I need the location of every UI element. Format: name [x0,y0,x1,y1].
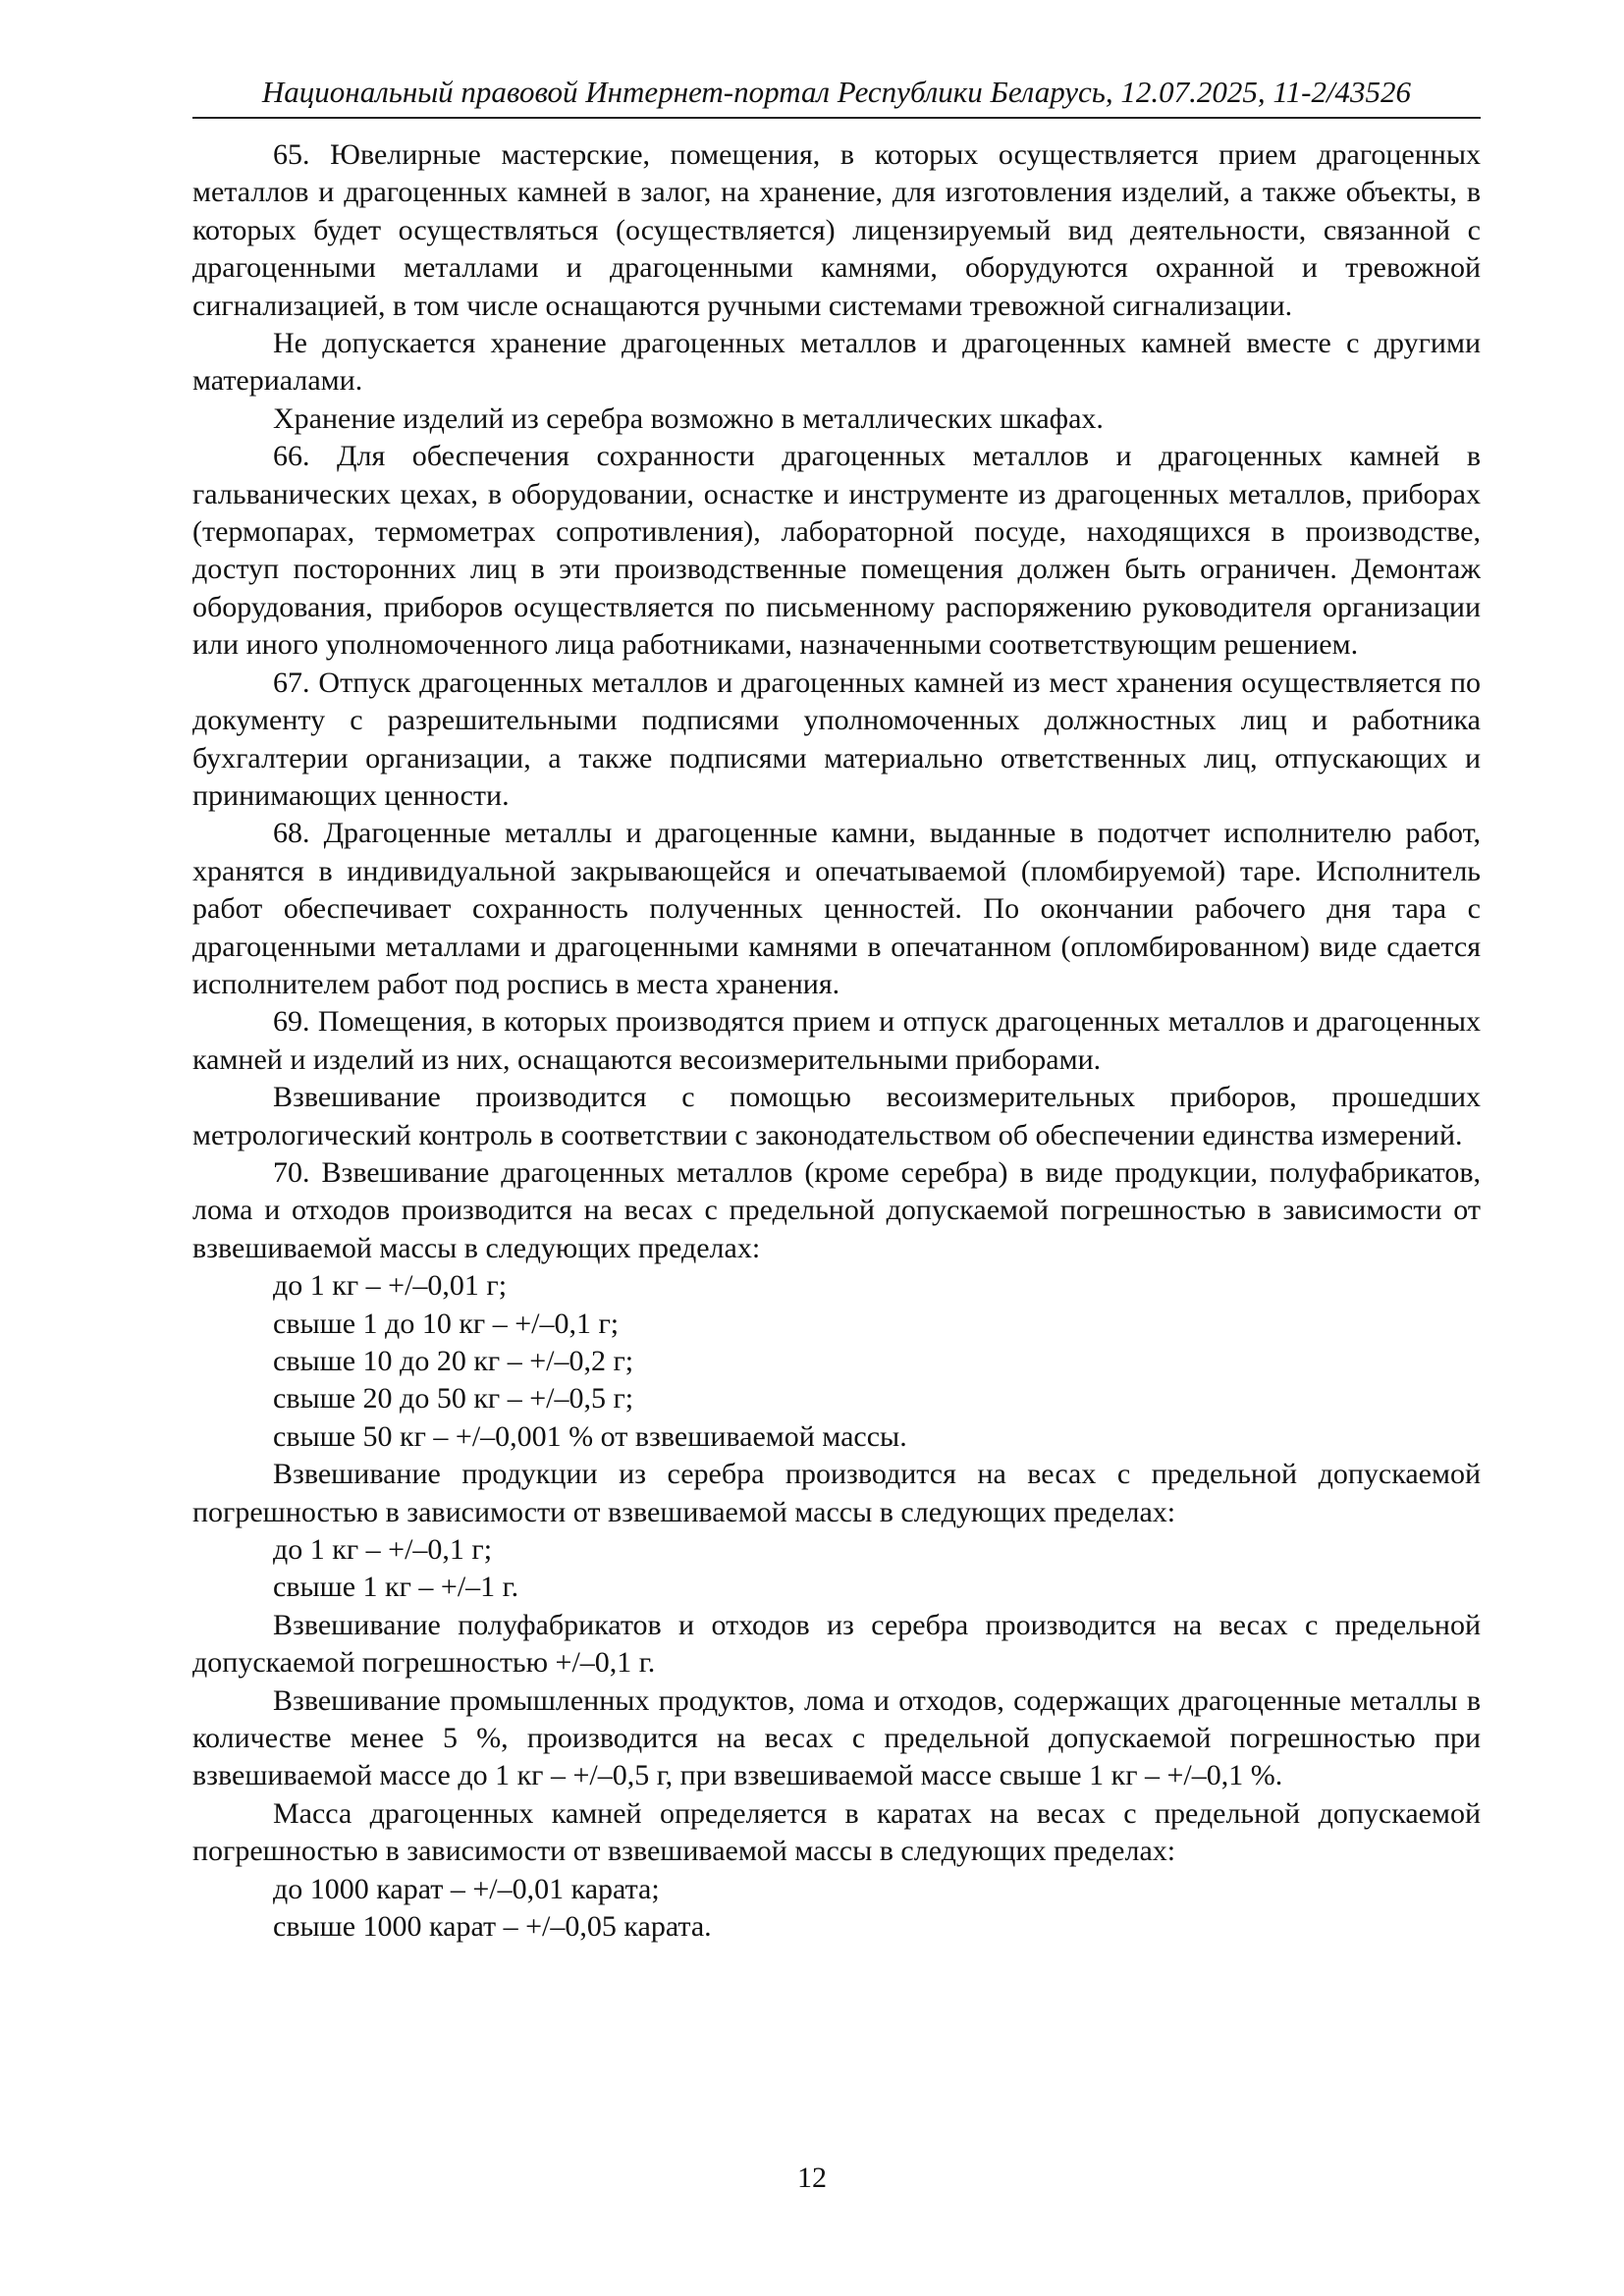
paragraph: 67. Отпуск драгоценных металлов и драгоценных камней из мест хранения осуществляется по документу с разрешительными подписями уполномоченных должностных лиц и работника бухгалтерии организации, а также подписями материально ответственных лиц, отпускающих и принимающих ценности. [192,666,1481,812]
paragraph: 65. Ювелирные мастерские, помещения, в которых осуществляется прием драгоценных металлов и драгоценных камней в залог, на хранение, для изготовления изделий, а также объекты, в которых будет осуществляться (осуществляется) лицензируемый вид деятельности, связанной с драгоценными металлами и драгоценными камнями, оборудуются охранной и тревожной сигнализацией, в том числе оснащаются ручными системами тревожной сигнализации. [192,138,1481,322]
paragraph: 69. Помещения, в которых производятся прием и отпуск драгоценных металлов и драгоценных камней и изделий из них, оснащаются весоизмерительными приборами. [192,1005,1481,1076]
paragraph: Взвешивание продукции из серебра производится на весах с предельной допускаемой погрешностью в зависимости от взвешиваемой массы в следующих пределах: [192,1458,1481,1528]
list-item: свыше 50 кг – +/–0,001 % от взвешиваемой массы. [273,1419,907,1453]
document-body [192,136,1481,1947]
document-header: Национальный правовой Интернет-портал Республики Беларусь, 12.07.2025, 11-2/43526 [261,75,1412,109]
list-item: свыше 1000 карат – +/–0,05 карата. [273,1910,712,1944]
paragraph: 66. Для обеспечения сохранности драгоценных металлов и драгоценных камней в гальванических цехах, в оборудовании, оснастке и инструменте из драгоценных металлов, приборах (термопарах, термометрах сопротивления), лабораторной посуде, находящихся в производстве, доступ посторонних лиц в эти производственные помещения должен быть ограничен. Демонтаж оборудования, приборов осуществляется по письменному распоряжению руководителя организации или иного уполномоченного лица работниками, назначенными соответствующим решением. [192,440,1481,662]
list-item: свыше 20 до 50 кг – +/–0,5 г; [273,1382,634,1415]
list-item: до 1000 карат – +/–0,01 карата; [273,1872,660,1905]
list-item: до 1 кг – +/–0,01 г; [273,1269,508,1303]
header-divider [192,117,1481,119]
paragraph: Взвешивание полуфабрикатов и отходов из серебра производится на весах с предельной допускаемой погрешностью +/–0,1 г. [192,1608,1481,1680]
page-number: 12 [797,2162,827,2194]
list-item: до 1 кг – +/–0,1 г; [273,1533,493,1567]
paragraph: Не допускается хранение драгоценных металлов и драгоценных камней вместе с другими материалами. [192,327,1481,398]
paragraph: Взвешивание производится с помощью весоизмерительных приборов, прошедших метрологический контроль в соответствии с законодательством об обеспечении единства измерений. [192,1081,1481,1151]
paragraph: Масса драгоценных камней определяется в каратах на весах с предельной допускаемой погрешностью в зависимости от взвешиваемой массы в следующих пределах: [192,1796,1481,1868]
paragraph: Хранение изделий из серебра возможно в металлических шкафах. [273,401,1104,435]
paragraph: Взвешивание промышленных продуктов, лома и отходов, содержащих драгоценные металлы в количестве менее 5 %, производится на весах с предельной допускаемой погрешностью при взвешиваемой массе до 1 кг – +/–0,5 г, при взвешиваемой массе свыше 1 кг – +/–0,1 %. [192,1683,1481,1792]
paragraph: 70. Взвешивание драгоценных металлов (кроме серебра) в виде продукции, полуфабрикатов, лома и отходов производится на весах с предельной допускаемой погрешностью в зависимости от взвешиваемой массы в следующих пределах: [192,1155,1481,1264]
list-item: свыше 10 до 20 кг – +/–0,2 г; [273,1345,634,1377]
paragraph: 68. Драгоценные металлы и драгоценные камни, выданные в подотчет исполнителю работ, хранятся в индивидуальной закрывающейся и опечатываемой (пломбируемой) таре. Исполнитель работ обеспечивает сохранность полученных ценностей. По окончании рабочего дня тара с драгоценными металлами и драгоценными камнями в опечатанном (опломбированном) виде сдается исполнителем работ под роспись в места хранения. [192,817,1481,1000]
list-item: свыше 1 до 10 кг – +/–0,1 г; [273,1307,620,1340]
list-item: свыше 1 кг – +/–1 г. [273,1571,519,1604]
